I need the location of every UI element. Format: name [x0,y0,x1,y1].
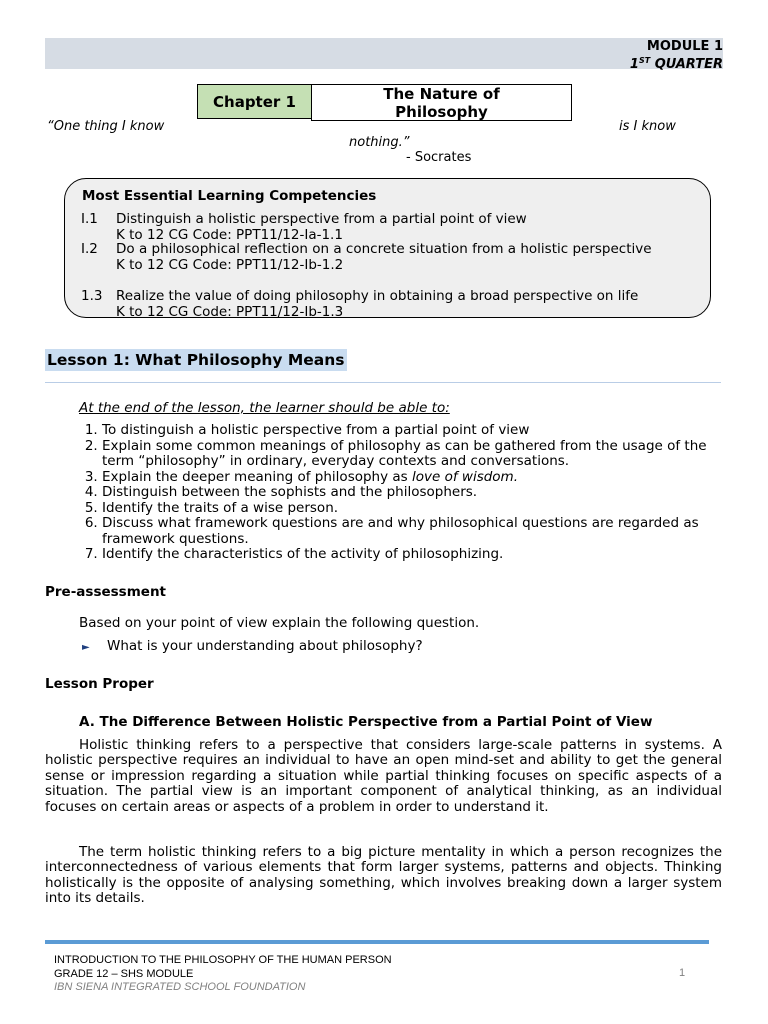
objective-item: 4. Distinguish between the sophists and the philosophers. [102,485,742,501]
arrow-bullet-icon: ► [82,642,90,653]
competency-item: I.1 Distinguish a holistic perspective from a partial point of view K to 12 CG Code: PPT11/12-Ia-1.1 [81,211,527,243]
chapter-title-box [311,84,572,121]
competencies-box [64,178,711,318]
footer-course: INTRODUCTION TO THE PHILOSOPHY OF THE HUMAN PERSON [54,954,392,966]
objective-item: 5. Identify the traits of a wise person. [102,501,742,517]
paragraph-holistic-2: The term holistic thinking refers to a big picture mentality in which a person recognizes the interconnectedness of various elements that form larger systems, patterns and objects. Thinking holistically is the opposite of analysing something, which involves breaking down a larger system into its details. [45,844,722,907]
page-number: 1 [679,967,686,979]
objective-item: 7. Identify the characteristics of the activity of philosophizing. [102,547,742,563]
objectives-intro: At the end of the lesson, the learner should be able to: [79,400,450,416]
chapter-title-line1: The Nature of [383,85,500,103]
objectives-list [80,423,742,563]
objective-item: 1. To distinguish a holistic perspective from a partial point of view [102,423,742,439]
module-header-band [45,38,723,69]
quarter-label: 1ST QUARTER [629,56,723,72]
quote-part3: nothing.” [349,135,410,150]
footer-school: IBN SIENA INTEGRATED SCHOOL FOUNDATION [54,981,306,993]
footer-grade: GRADE 12 – SHS MODULE [54,968,194,980]
pre-assessment-question: What is your understanding about philosophy? [107,638,423,654]
competencies-title: Most Essential Learning Competencies [82,188,377,204]
lesson-title: Lesson 1: What Philosophy Means [47,351,345,369]
module-label: MODULE 1 [646,39,723,54]
paragraph-holistic-1: Holistic thinking refers to a perspective that considers large-scale patterns in systems. A holistic perspective requires an individual to have an open mind-set and ability to get the general sense or impression regarding a situation while partial thinking focuses on specific aspects of a situation. The partial view is an important component of analytical thinking, as an individual focuses on certain areas or aspects of a problem in order to understand it. [45,737,722,815]
objective-item: 3. Explain the deeper meaning of philosophy as love of wisdom. [102,470,742,486]
section-a-heading: A. The Difference Between Holistic Perspective from a Partial Point of View [79,714,653,730]
competency-item: 1.3 Realize the value of doing philosophy in obtaining a broad perspective on life K to 12 CG Code: PPT11/12-Ib-1.3 [81,288,639,318]
quote-part1: “One thing I know [47,119,165,134]
objective-item: 2. Explain some common meanings of philosophy as can be gathered from the usage of the term “philosophy” in ordinary, everyday contexts and conversations. [102,439,742,470]
competency-item: I.2 Do a philosophical reflection on a concrete situation from a holistic perspective K to 12 CG Code: PPT11/12-Ib-1.2 [81,241,652,273]
lesson-divider [45,382,721,383]
objective-item: 6. Discuss what framework questions are and why philosophical questions are regarded as framework questions. [102,516,742,547]
pre-assessment-text: Based on your point of view explain the following question. [79,615,480,631]
quote-part2: is I know [619,119,676,134]
chapter-label-box: Chapter 1 [197,84,312,119]
pre-assessment-heading: Pre-assessment [45,584,167,600]
quote-author: - Socrates [406,150,472,165]
footer-rule [45,940,709,944]
chapter-title-line2: Philosophy [395,103,488,121]
lesson-proper-heading: Lesson Proper [45,676,154,692]
